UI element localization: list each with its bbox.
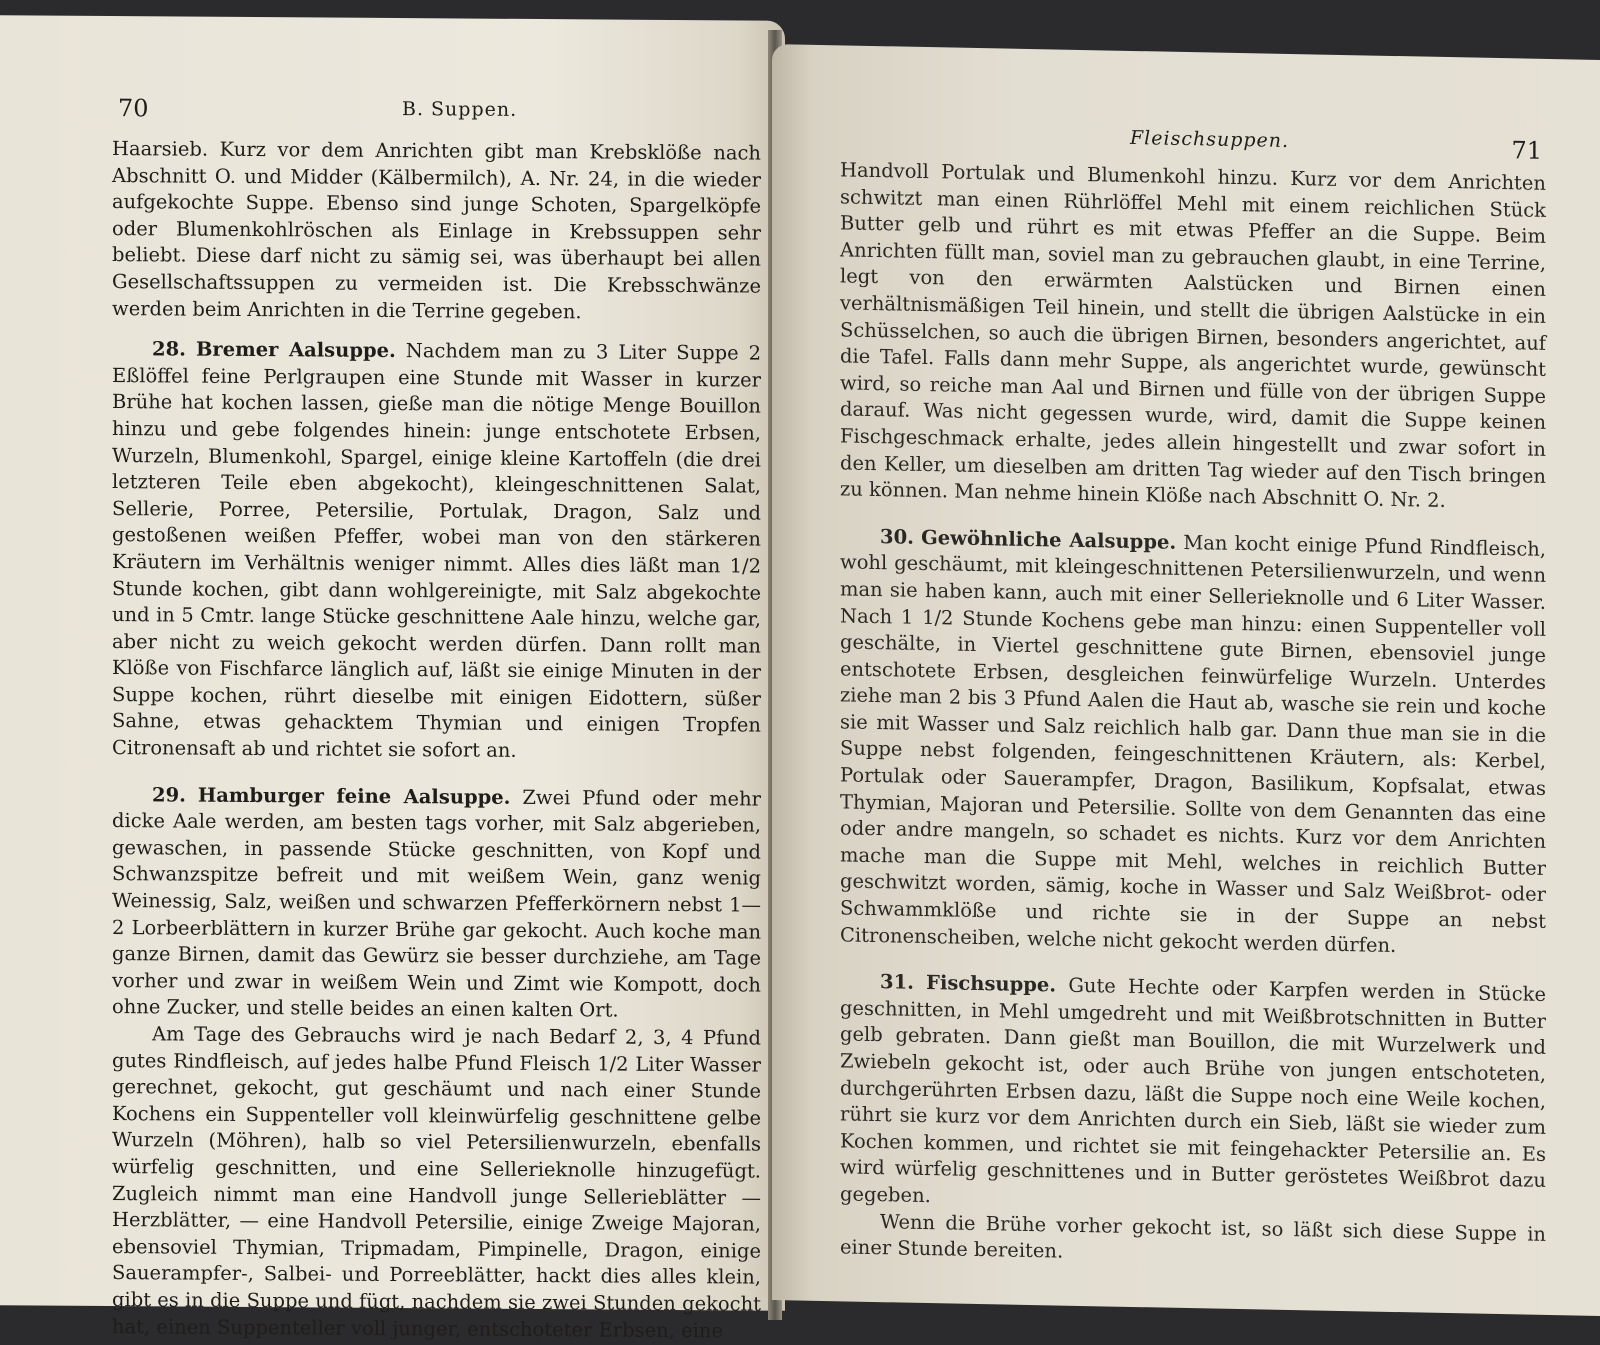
right-page — [772, 44, 1600, 1316]
left-running-title: B. Suppen. — [402, 98, 518, 121]
recipe-30 — [840, 523, 1546, 962]
right-page-number: 71 — [1511, 136, 1542, 165]
recipe-29-text: Zwei Pfund oder mehr dicke Aale werden, am besten tags vorher, mit Salz abgerieben, gewaschen, in passende Stücke geschnitten, von Kopf und Schwanzspitze befreit und mit weißem Wein, ganz wenig Weinessig, Salz, weißen und schwarzen Pfefferkörnern nebst 1—2 Lorbeerblättern in kurzer Brühe gar gekocht. Auch koche man ganze Birnen, damit das Gewürz sie besser durchziehe, am Tage vorher und zwar in weißem Wein und Zimt wie Kompott, doch ohne Zucker, und stelle beides an einen kalten Ort. — [112, 785, 761, 1022]
recipe-31-title: Fischsuppe. — [926, 971, 1057, 997]
right-continuation-text: Handvoll Portulak und Blumenkohl hinzu. Kurz vor dem Anrichten schwitzt man einen Rührlöffel Mehl mit einem reichlichen Stück Butter gelb und rührt es mit etwas Pfeffer an die Suppe. Beim Anrichten füllt man, soviel man zu gebrauchen glaubt, in eine Terrine, legt von den erwärmten Aalstücken und Birnen einen verhältnismäßigen Teil hinein, und stellt die übrigen Aalstücke in ein Schüsselchen, so auch die übrigen Birnen, besonders angerichtet, auf die Tafel. Falls dann mehr Suppe, als angerichtet wurde, gewünscht wird, so reiche man Aal und Birnen und fülle von der übrigen Suppe darauf. Was nicht gegessen wurde, wird, damit die Suppe keinen Fischgeschmack erhalte, jedes allein hingestellt und zwar sofort in den Keller, um dieselben am dritten Tag wieder auf den Tisch bringen zu können. Man nehme hinein Klöße nach Abschnitt O. Nr. 2. — [840, 158, 1546, 513]
recipe-29-title: Hamburger feine Aalsuppe. — [197, 783, 511, 809]
recipe-28 — [112, 336, 767, 766]
recipe-29-number: 29. — [152, 782, 186, 807]
recipe-31 — [840, 969, 1546, 1222]
recipe-30-number: 30. — [880, 524, 914, 549]
left-page — [0, 15, 785, 1342]
recipe-28-number: 28. — [152, 337, 186, 361]
recipe-30-title: Gewöhnliche Aalsuppe. — [921, 525, 1177, 554]
recipe-28-title: Bremer Aalsuppe. — [195, 337, 396, 363]
recipe-29-text-continued: Am Tage des Gebrauchs wird je nach Bedarf 2, 3, 4 Pfund gutes Rindfleisch, auf jedes halbe Pfund Fleisch 1/2 Liter Wasser gerechnet, gekocht, gut geschäumt und nach einer Stunde Kochens ein Suppenteller voll kleinwürfelig geschnittene gelbe Wurzeln (Möhren), halb so viel Petersilienwurzeln, ebenfalls würfelig geschnitten, und eine Sellerieknolle hinzugefügt. Zugleich nimmt man eine Handvoll junge Sellerieblätter — Herzblätter, — eine Handvoll Petersilie, einige Zweige Majoran, ebensoviel Thymian, Tripmadam, Pimpinelle, Dragon, einige Sauerampfer-, Salbei- und Porreeblätter, hackt dies alles klein, gibt es in die Suppe und fügt, nachdem sie zwei Stunden gekocht hat, einen Suppenteller voll junger, entschoteter Erbsen, eine — [112, 1022, 761, 1342]
recipe-30-text: Man kocht einige Pfund Rindfleisch, wohl geschäumt, mit kleingeschnittenen Petersilienwurzeln, und wenn man sie haben kann, auch mit einer Sellerieknolle und 6 Liter Wasser. Nach 1 1/2 Stunde Kochens gebe man hinzu: einen Suppenteller voll geschälte, in Viertel geschnittene gute Birnen, ebensoviel junge entschotete Erbsen, desgleichen feinwürfelige Wurzeln. Unterdes ziehe man 2 bis 3 Pfund Aalen die Haut ab, wasche sie rein und koche sie mit Wasser und Salz reichlich halb gar. Dann thue man sie in die Suppe nebst folgenden, feingeschnittenen Kräutern, als: Kerbel, Portulak oder Sauerampfer, Dragon, Basilikum, Kopfsalat, etwas Thymian, Majoran und Petersilie. Sollte von dem Genannten das eine oder andre mangeln, so schadet es nichts. Kurz vor dem Anrichten mache man die Suppe mit Mehl, welches in reichlich Butter geschwitzt worden, sämig, koche in Wasser und Salz Weißbrot- oder Schwammklöße und richte sie in der Suppe an nebst Citronenscheiben, welche nicht gekocht werden dürfen. — [840, 530, 1547, 957]
recipe-29 — [112, 782, 767, 1026]
right-running-title: Fleischsuppen. — [1130, 126, 1290, 152]
recipe-31-text: Gute Hechte oder Karpfen werden in Stücke geschnitten, in Mehl umgedreht und mit Weißbrotschnitten in Butter gelb gebraten. Dann gießt man Bouillon, die mit Wurzelwerk und Zwiebeln gekocht ist, oder auch Brühe von jungen entschoteten, durchgerührten Erbsen dazu, läßt die Suppe noch eine Weile kochen, rührt sie kurz vor dem Anrichten durch ein Sieb, läßt sie wieder zum Kochen kommen, und richtet sie mit feingehackter Petersilie an. Es wird würfelig geschnittenes und in Butter geröstetes Weißbrot dazu gegeben. — [840, 973, 1546, 1208]
recipe-31-number: 31. — [880, 970, 914, 994]
left-continuation-text: Haarsieb. Kurz vor dem Anrichten gibt man Krebsklöße nach Abschnitt O. und Midder (Kälbermilch), A. Nr. 24, in die wieder aufgekochte Suppe. Ebenso sind junge Schoten, Spargelköpfe oder Blumenkohlröschen als Einlage in Krebssuppen sehr beliebt. Diese darf nicht zu sämig sei, was überhaupt bei allen Gesellschaftssuppen zu vermeiden ist. Die Krebsschwänze werden beim Anrichten in die Terrine gegeben. — [112, 137, 761, 323]
left-page-header — [112, 94, 767, 141]
left-page-number: 70 — [118, 94, 149, 123]
recipe-31-text-continued: Wenn die Brühe vorher gekocht ist, so läßt sich diese Suppe in einer Stunde bereiten. — [840, 1209, 1546, 1263]
recipe-28-text: Nachdem man zu 3 Liter Suppe 2 Eßlöffel feine Perlgraupen eine Stunde mit Wasser in kurzer Brühe hat kochen lassen, gieße man die nötige Menge Bouillon hinzu und gebe folgendes hinein: junge entschotete Erbsen, Wurzeln, Blumenkohl, Spargel, einige kleine Kartoffeln (die drei letzteren Teile eben abgekocht), kleingeschnittenen Salat, Sellerie, Porree, Petersilie, Portulak, Dragon, Salz und gestoßenen weißen Pfeffer, wobei man von den stärkeren Kräutern im Verhältnis weniger nimmt. Alles dies läßt man 1/2 Stunde kochen, gibt dann wohlgereinigte, mit Salz abgekochte und in 5 Cmtr. lange Stücke geschnittene Aale hinzu, welche gar, aber nicht zu weich gekocht werden dürfen. Dann rollt man Klöße von Fischfarce länglich auf, läßt sie einige Minuten in der Suppe kochen, rührt dieselbe mit einigen Eidottern, süßer Sahne, etwas gehacktem Thymian und einigen Tropfen Citronensaft ab und richtet sie sofort an. — [112, 339, 762, 762]
